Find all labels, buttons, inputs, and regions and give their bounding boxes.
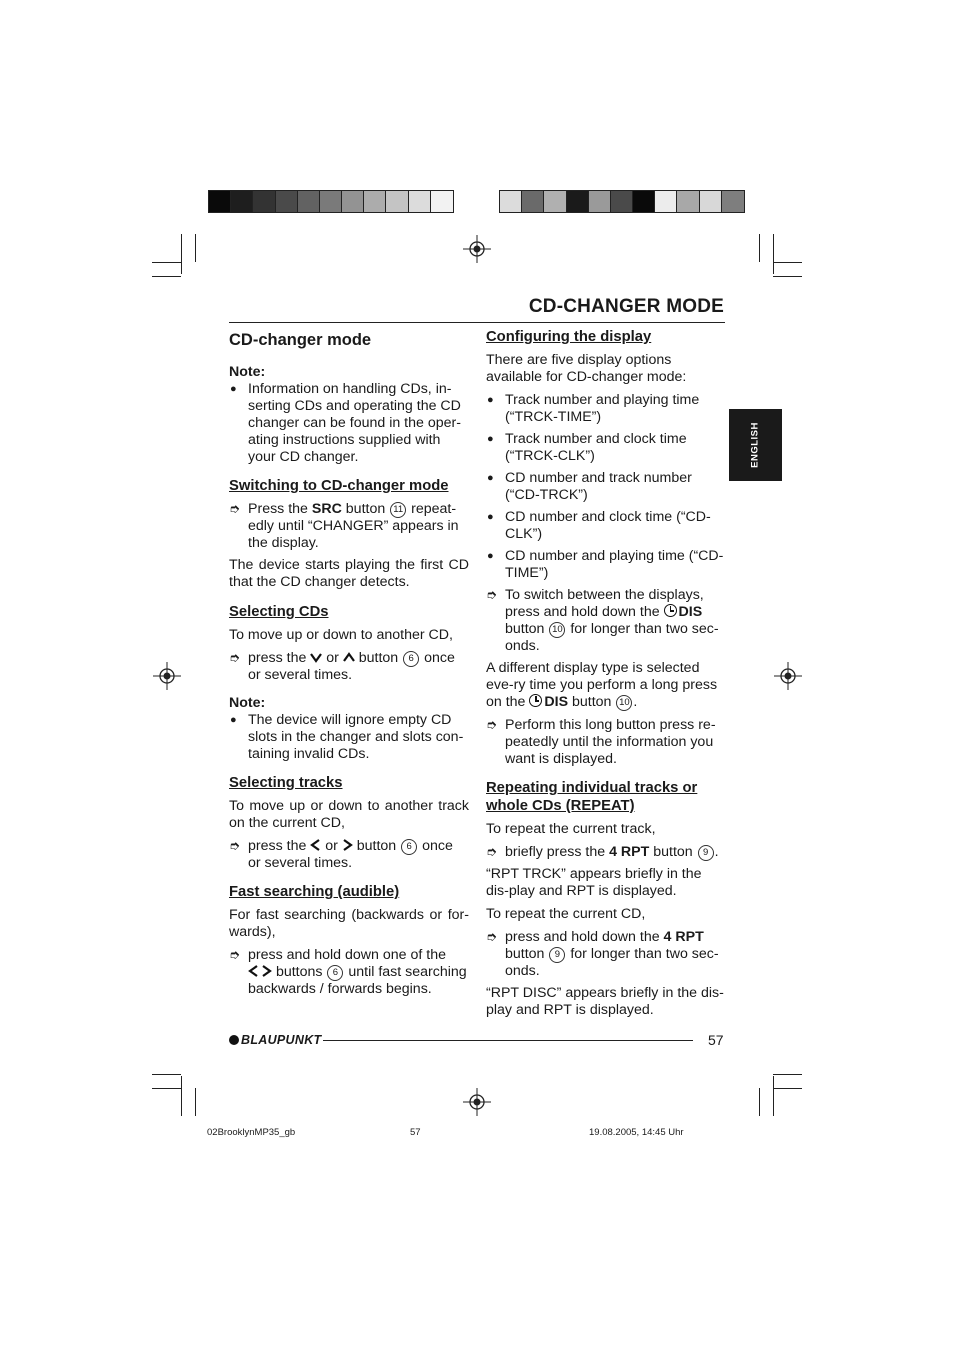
crop-mark	[152, 1088, 181, 1089]
page-number: 57	[708, 1032, 724, 1048]
crop-mark	[773, 1076, 774, 1116]
heading-repeat: Repeating individual tracks or whole CDs (REPEAT)	[486, 780, 698, 814]
paragraph: To move up or down to another CD,	[229, 627, 453, 643]
bullet-icon: ●	[487, 550, 494, 562]
crop-mark	[181, 1076, 182, 1116]
color-swatch	[677, 191, 699, 212]
instruction-step: ➮ briefly press the 4 RPT button 9 .	[486, 844, 719, 860]
color-swatch	[522, 191, 544, 212]
language-tab-label: ENGLISH	[749, 422, 761, 468]
heading-selecting-tracks: Selecting tracks	[229, 775, 343, 791]
section-title: CD-changer mode	[229, 331, 372, 349]
button-number-badge: 6	[327, 965, 343, 981]
button-number-badge: 9	[698, 845, 714, 861]
color-swatch	[431, 191, 453, 212]
paragraph: The device starts playing the first CD that the CD changer detects.	[229, 557, 469, 590]
right-column	[486, 328, 726, 1025]
color-swatch	[544, 191, 566, 212]
note-item: ● The device will ignore empty CD slots in the changer and slots con-taining invalid CDs.	[230, 712, 464, 762]
bullet-icon: ●	[230, 714, 237, 726]
button-number-badge: 6	[403, 651, 419, 667]
bullet-icon: ●	[487, 433, 494, 445]
logo-dot-icon	[229, 1035, 239, 1045]
button-number-badge: 10	[616, 695, 632, 711]
paragraph: “RPT DISC” appears briefly in the dis-play and RPT is displayed.	[486, 985, 724, 1018]
arrow-step-icon: ➮	[486, 587, 497, 602]
clock-icon	[529, 694, 542, 707]
color-swatch	[253, 191, 275, 212]
instruction-step: ➮ Press the SRC button 11 repeat-edly until “CHANGER” appears in the display.	[229, 501, 459, 551]
chevron-left-icon	[248, 965, 259, 977]
color-swatch	[386, 191, 408, 212]
color-swatch	[320, 191, 342, 212]
button-number-badge: 6	[401, 839, 417, 855]
imprint-file: 02BrooklynMP35_gb	[207, 1127, 296, 1138]
color-swatch	[700, 191, 722, 212]
chevron-up-icon	[343, 652, 355, 663]
note-label: Note:	[229, 364, 266, 380]
color-swatch	[567, 191, 589, 212]
heading-fast-search: Fast searching (audible)	[229, 884, 400, 900]
arrow-step-icon: ➮	[486, 717, 497, 732]
bullet-icon: ●	[487, 472, 494, 484]
crop-mark	[152, 1074, 181, 1075]
color-swatch	[409, 191, 431, 212]
color-swatch	[589, 191, 611, 212]
paragraph: For fast searching (backwards or for-wards),	[229, 907, 469, 940]
color-swatch	[722, 191, 744, 212]
color-swatch	[364, 191, 386, 212]
page-title: CD-CHANGER MODE	[528, 296, 724, 317]
arrow-step-icon: ➮	[486, 844, 497, 859]
color-swatch	[276, 191, 298, 212]
color-swatch	[500, 191, 522, 212]
crop-mark	[773, 262, 802, 263]
language-tab	[729, 409, 782, 481]
registration-mark-icon	[773, 661, 803, 691]
display-option: ● CD number and playing time (“CD-TIME”)	[487, 548, 724, 581]
arrow-step-icon: ➮	[229, 650, 240, 665]
instruction-step: ➮ Perform this long button press re-peatedly until the information you want is displayed.	[486, 717, 716, 767]
heading-selecting-cds: Selecting CDs	[229, 604, 329, 620]
instruction-step: ➮ press and hold down one of the buttons 6 until fast searching backwards / forwards begins.	[229, 947, 467, 997]
display-option: ● Track number and playing time (“TRCK-TIME”)	[487, 392, 700, 425]
crop-mark	[773, 276, 802, 277]
imprint-page: 57	[410, 1127, 421, 1138]
color-swatch	[655, 191, 677, 212]
paragraph: To move up or down to another track on the current CD,	[229, 798, 469, 831]
bullet-icon: ●	[230, 383, 237, 395]
chevron-down-icon	[310, 652, 322, 663]
chevron-right-icon	[342, 839, 353, 851]
instruction-step: ➮ To switch between the displays, press and hold down the DIS button 10 for longer than two sec-onds.	[486, 587, 719, 654]
swatch-bar-left	[208, 190, 454, 213]
button-number-badge: 11	[390, 502, 406, 518]
paragraph: “RPT TRCK” appears briefly in the dis-play and RPT is displayed.	[486, 866, 702, 899]
crop-mark	[773, 1088, 802, 1089]
crop-mark	[152, 276, 181, 277]
paragraph: There are five display options available for CD-changer mode:	[486, 352, 687, 385]
bullet-icon: ●	[487, 511, 494, 523]
arrow-step-icon: ➮	[486, 929, 497, 944]
crop-mark	[759, 1088, 760, 1116]
color-swatch	[633, 191, 655, 212]
crop-mark	[195, 1088, 196, 1116]
paragraph: To repeat the current CD,	[486, 906, 646, 922]
note-item: ● Information on handling CDs, in-serting CDs and operating the CD changer can be found in the oper-ating instructions supplied with your CD changer.	[230, 381, 461, 465]
color-swatch	[231, 191, 253, 212]
header-rule	[229, 322, 725, 323]
clock-icon	[664, 604, 677, 617]
color-swatch	[342, 191, 364, 212]
registration-mark-icon	[152, 661, 182, 691]
chevron-right-icon	[261, 965, 272, 977]
registration-mark-icon	[462, 1087, 492, 1117]
color-swatch	[298, 191, 320, 212]
paragraph: To repeat the current track,	[486, 821, 656, 837]
swatch-bar-right	[499, 190, 745, 213]
instruction-step: ➮ press the or button 6 once or several times.	[229, 650, 455, 683]
display-option: ● CD number and track number (“CD-TRCK”)	[487, 470, 692, 503]
button-number-badge: 10	[549, 622, 565, 638]
crop-mark	[195, 234, 196, 262]
heading-configuring: Configuring the display	[486, 329, 652, 345]
color-swatch	[611, 191, 633, 212]
crop-mark	[152, 262, 181, 263]
left-column	[229, 328, 469, 1003]
note-label: Note:	[229, 695, 266, 711]
imprint-date: 19.08.2005, 14:45 Uhr	[589, 1127, 684, 1138]
arrow-step-icon: ➮	[229, 838, 240, 853]
heading-switching: Switching to CD-changer mode	[229, 478, 449, 494]
registration-mark-icon	[462, 234, 492, 264]
footer-rule	[323, 1040, 693, 1041]
brand-logo: BLAUPUNKT	[229, 1033, 321, 1047]
instruction-step: ➮ press the or button 6 once or several times.	[229, 838, 453, 871]
instruction-step: ➮ press and hold down the 4 RPT button 9 for longer than two sec-onds.	[486, 929, 719, 979]
crop-mark	[759, 234, 760, 262]
arrow-step-icon: ➮	[229, 501, 240, 516]
paragraph: A different display type is selected eve-ry time you perform a long press on the DIS button 10 .	[486, 660, 718, 710]
display-option: ● CD number and clock time (“CD-CLK”)	[487, 509, 711, 542]
crop-mark	[181, 234, 182, 274]
chevron-left-icon	[310, 839, 321, 851]
color-swatch	[209, 191, 231, 212]
crop-mark	[773, 1074, 802, 1075]
bullet-icon: ●	[487, 394, 494, 406]
arrow-step-icon: ➮	[229, 947, 240, 962]
button-number-badge: 9	[549, 947, 565, 963]
crop-mark	[773, 234, 774, 274]
display-option: ● Track number and clock time (“TRCK-CLK”)	[487, 431, 687, 464]
